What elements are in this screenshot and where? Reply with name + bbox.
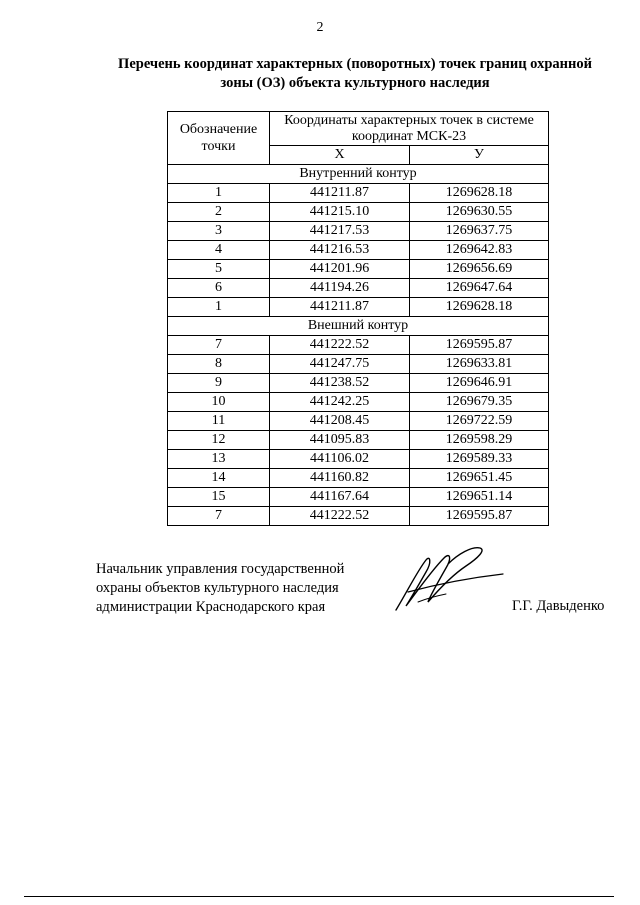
y-coordinate-cell: 1269651.14 xyxy=(410,488,549,507)
x-coordinate-cell: 441222.52 xyxy=(270,507,410,526)
signatory-name: Г.Г. Давыденко xyxy=(512,598,605,614)
point-cell: 3 xyxy=(168,222,270,241)
table-body xyxy=(168,165,549,526)
point-cell: 15 xyxy=(168,488,270,507)
x-coordinate-cell: 441095.83 xyxy=(270,431,410,450)
x-coordinate-cell: 441208.45 xyxy=(270,412,410,431)
table-row xyxy=(168,298,549,317)
x-coordinate-cell: 441194.26 xyxy=(270,279,410,298)
table-row xyxy=(168,450,549,469)
header-coordinate-system: Координаты характерных точек в системе координат МСК-23 xyxy=(270,112,549,146)
point-cell: 10 xyxy=(168,393,270,412)
contour-label: Внешний контур xyxy=(168,317,549,336)
y-coordinate-cell: 1269598.29 xyxy=(410,431,549,450)
y-coordinate-cell: 1269646.91 xyxy=(410,374,549,393)
point-cell: 14 xyxy=(168,469,270,488)
table-row xyxy=(168,241,549,260)
x-coordinate-cell: 441217.53 xyxy=(270,222,410,241)
point-cell: 9 xyxy=(168,374,270,393)
document-title: Перечень координат характерных (поворотных) точек границ охранной зоны (ОЗ) объекта культурного наследия xyxy=(118,56,592,91)
x-coordinate-cell: 441211.87 xyxy=(270,298,410,317)
x-coordinate-cell: 441106.02 xyxy=(270,450,410,469)
y-coordinate-cell: 1269651.45 xyxy=(410,469,549,488)
x-coordinate-cell: 441242.25 xyxy=(270,393,410,412)
page-number: 2 xyxy=(316,20,324,35)
table-row xyxy=(168,355,549,374)
y-coordinate-cell: 1269679.35 xyxy=(410,393,549,412)
x-coordinate-cell: 441238.52 xyxy=(270,374,410,393)
header-y: У xyxy=(410,146,549,165)
x-coordinate-cell: 441201.96 xyxy=(270,260,410,279)
signatory-position xyxy=(96,560,344,617)
table-row xyxy=(168,203,549,222)
table-row xyxy=(168,260,549,279)
y-coordinate-cell: 1269656.69 xyxy=(410,260,549,279)
position-line: охраны объектов культурного наследия xyxy=(96,580,339,596)
contour-section-row xyxy=(168,165,549,184)
contour-label: Внутренний контур xyxy=(168,165,549,184)
table-row xyxy=(168,393,549,412)
header-x: X xyxy=(270,146,410,165)
y-coordinate-cell: 1269642.83 xyxy=(410,241,549,260)
table-row xyxy=(168,507,549,526)
point-cell: 11 xyxy=(168,412,270,431)
point-cell: 1 xyxy=(168,184,270,203)
x-coordinate-cell: 441211.87 xyxy=(270,184,410,203)
table-row xyxy=(168,222,549,241)
table-row xyxy=(168,412,549,431)
point-cell: 7 xyxy=(168,507,270,526)
table-row xyxy=(168,184,549,203)
x-coordinate-cell: 441167.64 xyxy=(270,488,410,507)
table-row xyxy=(168,279,549,298)
x-coordinate-cell: 441215.10 xyxy=(270,203,410,222)
table-row xyxy=(168,374,549,393)
x-coordinate-cell: 441160.82 xyxy=(270,469,410,488)
y-coordinate-cell: 1269595.87 xyxy=(410,507,549,526)
position-line: администрации Краснодарского края xyxy=(96,599,326,615)
y-coordinate-cell: 1269633.81 xyxy=(410,355,549,374)
point-cell: 13 xyxy=(168,450,270,469)
y-coordinate-cell: 1269595.87 xyxy=(410,336,549,355)
point-cell: 12 xyxy=(168,431,270,450)
y-coordinate-cell: 1269722.59 xyxy=(410,412,549,431)
contour-section-row xyxy=(168,317,549,336)
table-row xyxy=(168,431,549,450)
y-coordinate-cell: 1269628.18 xyxy=(410,184,549,203)
table-row xyxy=(168,488,549,507)
y-coordinate-cell: 1269628.18 xyxy=(410,298,549,317)
position-line: Начальник управления государственной xyxy=(96,561,345,577)
x-coordinate-cell: 441216.53 xyxy=(270,241,410,260)
point-cell: 5 xyxy=(168,260,270,279)
handwritten-signature xyxy=(388,540,508,620)
table-row xyxy=(168,336,549,355)
point-cell: 7 xyxy=(168,336,270,355)
y-coordinate-cell: 1269637.75 xyxy=(410,222,549,241)
y-coordinate-cell: 1269630.55 xyxy=(410,203,549,222)
bottom-divider xyxy=(24,896,614,897)
table-row xyxy=(168,469,549,488)
y-coordinate-cell: 1269589.33 xyxy=(410,450,549,469)
x-coordinate-cell: 441222.52 xyxy=(270,336,410,355)
point-cell: 6 xyxy=(168,279,270,298)
point-cell: 4 xyxy=(168,241,270,260)
table-header-row xyxy=(168,112,549,146)
point-cell: 2 xyxy=(168,203,270,222)
x-coordinate-cell: 441247.75 xyxy=(270,355,410,374)
y-coordinate-cell: 1269647.64 xyxy=(410,279,549,298)
point-cell: 8 xyxy=(168,355,270,374)
header-point-designation: Обозначение точки xyxy=(168,112,270,165)
point-cell: 1 xyxy=(168,298,270,317)
coordinates-table xyxy=(167,111,549,526)
